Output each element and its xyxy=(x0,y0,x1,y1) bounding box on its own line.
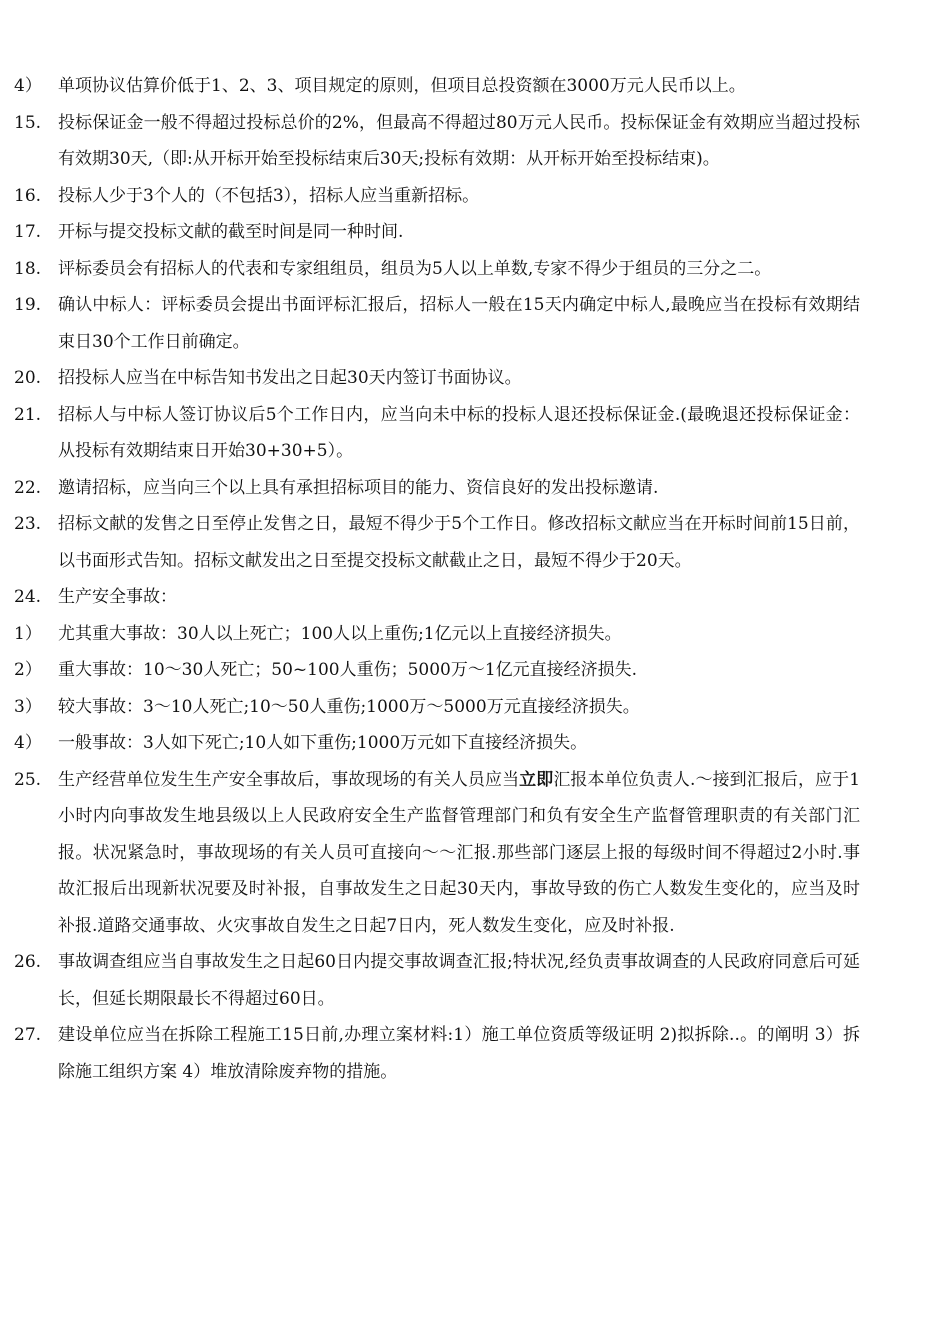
item-text: 较大事故：3～10人死亡;10～50人重伤;1000万～5000万元直接经济损失。 xyxy=(58,696,640,717)
list-item-sub-2 xyxy=(0,652,950,689)
list-item-sub-3 xyxy=(0,689,950,726)
item-number: 3） xyxy=(14,696,42,717)
item-number: 23. xyxy=(14,514,42,534)
item-number: 20. xyxy=(14,368,42,388)
item-text: 招投标人应当在中标告知书发出之日起30天内签订书面协议。 xyxy=(58,368,522,388)
list-item-21 xyxy=(0,397,950,470)
item-text: 重大事故：10～30人死亡；50~100人重伤；5000万～1亿元直接经济损失. xyxy=(58,660,638,680)
item-number: 22. xyxy=(14,477,42,498)
item-text: 评标委员会有招标人的代表和专家组组员，组员为5人以上单数,专家不得少于组员的三分之二。 xyxy=(58,258,772,279)
item-text: 尤其重大事故：30人以上死亡；100人以上重伤;1亿元以上直接经济损失。 xyxy=(58,623,622,644)
item-text-part: 汇报本单位负责人.～接到汇报后，应于1小时内向事故发生地县级以上人民政府安全生产监督管理部门和负有安全生产监督管理职责的有关部门汇报。状况紧急时，事故现场的有关人员可直接向～～汇报.那些部门逐层上报的每级时间不得超过2小时.事故汇报后出现新状况要及时补报，自事故发生之日起30天内，事故导致的伤亡人数发生变化的，应当及时补报.道路交通事故、火灾事故自发生之日起7日内，死人数发生变化，应及时补报. xyxy=(58,769,861,936)
list-item-26 xyxy=(0,944,950,1017)
item-text: 投标人少于3个人的（不包括3），招标人应当重新招标。 xyxy=(58,185,480,206)
item-text xyxy=(58,762,860,945)
item-number: 25. xyxy=(14,769,42,790)
item-number: 4） xyxy=(14,76,42,96)
item-number: 1） xyxy=(14,623,42,644)
list-item-27 xyxy=(0,1017,950,1090)
item-number: 18. xyxy=(14,258,42,279)
item-text: 招标人与中标人签订协议后5个工作日内，应当向未中标的投标人退还投标保证金.(最晚退还投标保证金：从投标有效期结束日开始30+30+5）。 xyxy=(58,404,860,461)
list-item-sub-4b xyxy=(0,725,950,762)
item-text: 开标与提交投标文献的截至时间是同一种时间. xyxy=(58,222,404,242)
item-number: 26. xyxy=(14,952,42,972)
list-item-19 xyxy=(0,287,950,360)
item-text: 邀请招标，应当向三个以上具有承担招标项目的能力、资信良好的发出投标邀请. xyxy=(58,477,659,498)
list-item-25 xyxy=(0,762,950,945)
list-item-16 xyxy=(0,178,950,215)
item-number: 24. xyxy=(14,587,42,607)
list-item-20 xyxy=(0,360,950,397)
item-number: 27. xyxy=(14,1025,42,1045)
item-text: 确认中标人：评标委员会提出书面评标汇报后，招标人一般在15天内确定中标人,最晚应当在投标有效期结束日30个工作日前确定。 xyxy=(58,295,860,352)
item-number: 4） xyxy=(14,733,42,753)
item-text: 建设单位应当在拆除工程施工15日前,办理立案材料:1）施工单位资质等级证明 2)拟拆除..。的阐明 3）拆除施工组织方案 4）堆放清除废弃物的措施。 xyxy=(58,1025,860,1082)
item-text: 一般事故：3人如下死亡;10人如下重伤;1000万元如下直接经济损失。 xyxy=(58,733,588,753)
item-number: 19. xyxy=(14,295,42,315)
list-item-24 xyxy=(0,579,950,616)
item-text: 投标保证金一般不得超过投标总价的2%，但最高不得超过80万元人民币。投标保证金有效期应当超过投标有效期30天,（即:从开标开始至投标结束后30天;投标有效期：从开标开始至投标结束)。 xyxy=(58,112,860,169)
list-item-sub-4 xyxy=(0,68,950,105)
item-text: 事故调查组应当自事故发生之日起60日内提交事故调查汇报;特状况,经负责事故调查的人民政府同意后可延长，但延长期限最长不得超过60日。 xyxy=(58,952,860,1009)
item-number: 17. xyxy=(14,222,42,242)
item-text: 招标文献的发售之日至停止发售之日，最短不得少于5个工作日。修改招标文献应当在开标时间前15日前，以书面形式告知。招标文献发出之日至提交投标文献截止之日，最短不得少于20天。 xyxy=(58,514,860,571)
item-number: 15. xyxy=(14,112,42,133)
list-item-22 xyxy=(0,470,950,507)
list-item-15 xyxy=(0,105,950,178)
list-item-23 xyxy=(0,506,950,579)
list-item-18 xyxy=(0,251,950,288)
item-text-part: 生产经营单位发生生产安全事故后，事故现场的有关人员应当 xyxy=(58,769,520,790)
item-text-bold: 立即 xyxy=(519,769,554,790)
document-page xyxy=(0,68,950,1090)
list-item-sub-1 xyxy=(0,616,950,653)
item-number: 16. xyxy=(14,185,42,206)
item-number: 21. xyxy=(14,404,42,425)
list-item-17 xyxy=(0,214,950,251)
item-text: 生产安全事故： xyxy=(58,587,177,607)
item-text: 单项协议估算价低于1、2、3、项目规定的原则，但项目总投资额在3000万元人民币以上。 xyxy=(58,76,746,96)
item-number: 2） xyxy=(14,660,42,680)
